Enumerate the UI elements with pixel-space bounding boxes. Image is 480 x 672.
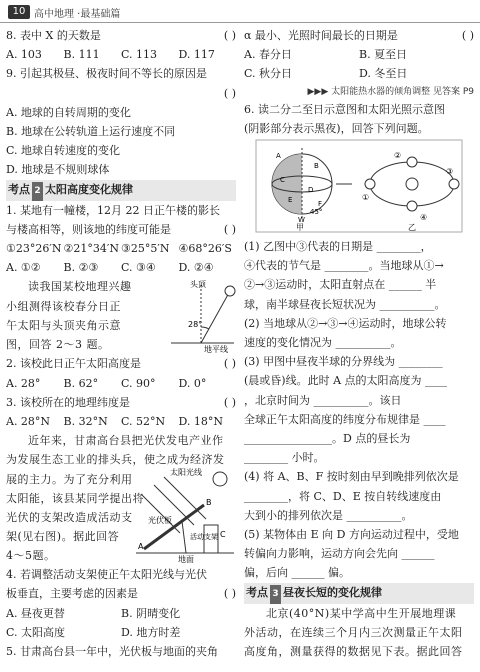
angle-arc <box>201 327 209 329</box>
label-c: C <box>280 176 285 185</box>
section-2-heading: 考点 2 太阳高度变化规律 <box>6 180 236 201</box>
q6-line-5: (2) 当地球从②→③→④运动时，地球公转 <box>244 316 447 330</box>
label-deg: 45° <box>310 208 323 217</box>
label-ground: 地平线 <box>204 345 228 354</box>
q6-line-4: 球，南半球昼夜长短状况为 __________。 <box>244 297 446 311</box>
intro-4-line4: 太阳能，该县某同学提出将 <box>6 491 144 505</box>
right-column <box>244 26 474 661</box>
q5-continued: α 最小、光照时间最长的日期是 ( ) <box>244 29 474 42</box>
label-e: E <box>288 196 293 205</box>
label-w: W <box>298 216 305 225</box>
q6-line-7: (3) 甲图中昼夜半球的分界线为 ________ <box>244 355 443 369</box>
label-n3: ③ <box>446 167 454 177</box>
q1-options: ①23°26′N ②21°34′N ③25°5′N ④68°26′S <box>6 242 232 256</box>
q6-line2: (阴影部分表示黑夜)，回答下列问题。 <box>244 121 429 135</box>
sun-ray-2 <box>164 477 206 519</box>
q6-line-3: ②→③运动时，太阳直射点在 ______ 半 <box>244 278 437 292</box>
q1-line1: 1. 某地有一幢楼，12月 22 日正午楼的影长 <box>6 203 220 217</box>
label-top: 头顶 <box>190 280 206 290</box>
q2-options: A. 28° B. 62° C. 90° D. 0° <box>6 376 207 390</box>
earth-pos-2 <box>407 157 417 167</box>
q6-line-17: 转偏向力影响，运动方向会先向 ______ <box>244 547 435 561</box>
intro-4-line2: 为发展生态工业的排头兵，使之成为经济发 <box>6 453 225 467</box>
label-d: D <box>308 186 314 195</box>
q3-stem: 3. 该校所在的地理纬度是 ( ) <box>6 395 236 409</box>
intro-2-line3: 午太阳与头顶夹角示意 <box>6 318 121 332</box>
label-b: B <box>314 162 319 171</box>
earth-pos-4 <box>407 201 417 211</box>
q6-line-14: ________，将 C、D、E 按自转线速度由 <box>244 489 442 503</box>
q5-line1: 5. 甘肃高台县一年中，光伏板与地面的夹角 <box>6 645 218 659</box>
q6-line-15: 大到小的排列依次是 __________。 <box>244 508 413 522</box>
intro-4-block <box>6 431 236 565</box>
label-a: A <box>276 152 281 161</box>
q9-option-c: C. 地球自转速度的变化 <box>6 144 121 158</box>
q6-line-9: ，北京时间为 __________。该日 <box>244 393 402 407</box>
section-3-heading: 考点 3 昼夜长短的变化规律 <box>244 583 474 604</box>
sun-angle-figure <box>166 277 236 353</box>
q5-options-1: A. 春分日 B. 夏至日 <box>244 48 408 62</box>
header-rule <box>0 22 480 23</box>
q1-choices: A. ①② B. ②③ C. ③④ D. ②④ <box>6 261 214 275</box>
support-line <box>182 521 186 553</box>
label-c: C <box>220 530 226 540</box>
label-n1: ① <box>362 193 370 203</box>
q6-line-18: 偏，后向 ______ 偏。 <box>244 566 350 580</box>
q6-line-16: (5) 某物体由 E 向 D 方向运动过程中，受地 <box>244 528 459 542</box>
label-angle: 28° <box>188 320 203 330</box>
q6-line-11: ________________。D 点的昼长为 <box>244 432 411 446</box>
label-n4: ④ <box>420 213 428 223</box>
label-a: A <box>138 542 144 552</box>
q2-stem: 2. 该校此日正午太阳高度是 ( ) <box>6 357 236 371</box>
intro-4-line5: 光伏的支架改造成活动支 <box>6 511 133 525</box>
q8-options: A. 103 B. 111 C. 113 D. 117 <box>6 48 215 62</box>
earth-orbit-figure <box>244 138 474 234</box>
q6-line-10: 全球正午太阳高度的纬度分布规律是 ____ <box>244 412 446 426</box>
q6-line-6: 速度的变化情况为 __________。 <box>244 336 402 350</box>
q9-option-b: B. 地球在公转轨道上运行速度不同 <box>6 125 176 139</box>
label-panel: 光伏板 <box>148 516 172 526</box>
solar-panel-figure <box>134 465 236 563</box>
q8-stem: 8. 表中 X 的天数是 ( ) <box>6 29 236 42</box>
q6-subquestions <box>244 237 474 583</box>
intro-2-line2: 小组测得该校春分日正 <box>6 299 121 313</box>
q6-line-2: ④代表的节气是 ________。当地球从①→ <box>244 259 444 273</box>
intro-4-line7: 4～5题。 <box>6 549 56 563</box>
intro-7-line1: 北京(40°N)某中学高中生开展地理课 <box>266 606 457 620</box>
sun-icon <box>406 178 418 190</box>
sun-icon <box>225 286 235 296</box>
q9-stem: 9. 引起其极昼、极夜时间不等长的原因是 <box>6 67 207 81</box>
intro-7-line2: 外活动，在连续三个月内三次测量正午太阳 <box>244 625 463 639</box>
intro-7-line3: 高度角，测量获得的数据见下表。据此回答 <box>244 645 463 659</box>
q6-line-1: (1) 乙图中③代表的日期是 ________， <box>244 240 432 254</box>
q9-option-d: D. 地球是不规则球体 <box>6 163 110 177</box>
q6-line-13: (4) 将 A、B、F 按时刻由早到晚排列依次是 <box>244 470 459 484</box>
intro-4-line1: 近年来，甘肃高台县把光伏发电产业作 <box>28 434 224 448</box>
label-ground: 地面 <box>178 555 194 564</box>
q4-line2: 板垂直，主要考虑的因素是 ( ) <box>6 587 236 601</box>
panel-line <box>144 505 204 549</box>
q5-options-2: C. 秋分日 D. 冬至日 <box>244 67 408 81</box>
left-column <box>6 26 236 661</box>
label-f: F <box>318 200 323 209</box>
q4-options-2: C. 太阳高度 D. 地方时差 <box>6 625 181 639</box>
label-n2: ② <box>394 151 402 161</box>
label-support: 活动支架 <box>190 533 218 542</box>
q9-option-a: A. 地球的自转周期的变化 <box>6 105 131 119</box>
q3-options: A. 28°N B. 32°N C. 52°N D. 18°N <box>6 415 224 429</box>
q4-options-1: A. 昼夜更替 B. 阴晴变化 <box>6 606 181 620</box>
q6-line-8: (晨或昏)线。此时 A 点的太阳高度为 ____ <box>244 374 448 388</box>
caption-yi: 乙 <box>408 223 416 233</box>
intro-4-line3: 展的主力。为了充分利用 <box>6 472 133 486</box>
label-b: B <box>206 498 212 508</box>
intro-2-line1: 读我国某校地理兴趣 <box>28 280 132 294</box>
caption-jia: 甲 <box>296 223 304 233</box>
sun-ray-line <box>201 291 230 343</box>
q6-line1: 6. 读二分二至日示意图和太阳光照示意图 <box>244 102 445 116</box>
q4-line1: 4. 若调整活动支架使正午太阳光线与光伏 <box>6 568 207 582</box>
q1-line2: 与楼高相等，则该地的纬度可能是 ( ) <box>6 222 236 236</box>
intro-4-line6: 架(见右图)。据此回答 <box>6 530 120 544</box>
page-number: 10 <box>8 5 30 19</box>
q6-line-12: ________ 小时。 <box>244 451 325 465</box>
sun-icon <box>213 472 227 486</box>
q9-paren: ( ) <box>223 86 236 100</box>
intro-2-line4: 图，回答 2～3 题。 <box>6 338 110 352</box>
earth-pos-3 <box>449 179 459 189</box>
label-sun-ray: 太阳光线 <box>170 468 202 478</box>
earth-pos-1 <box>365 179 375 189</box>
book-title: 高中地理 ·最基础篇 <box>34 9 121 20</box>
answer-reference: ▶▶▶ 太阳能热水器的倾角调整 见答案 P9 <box>307 86 474 97</box>
page-header <box>0 0 480 22</box>
intro-2-block <box>6 277 236 354</box>
